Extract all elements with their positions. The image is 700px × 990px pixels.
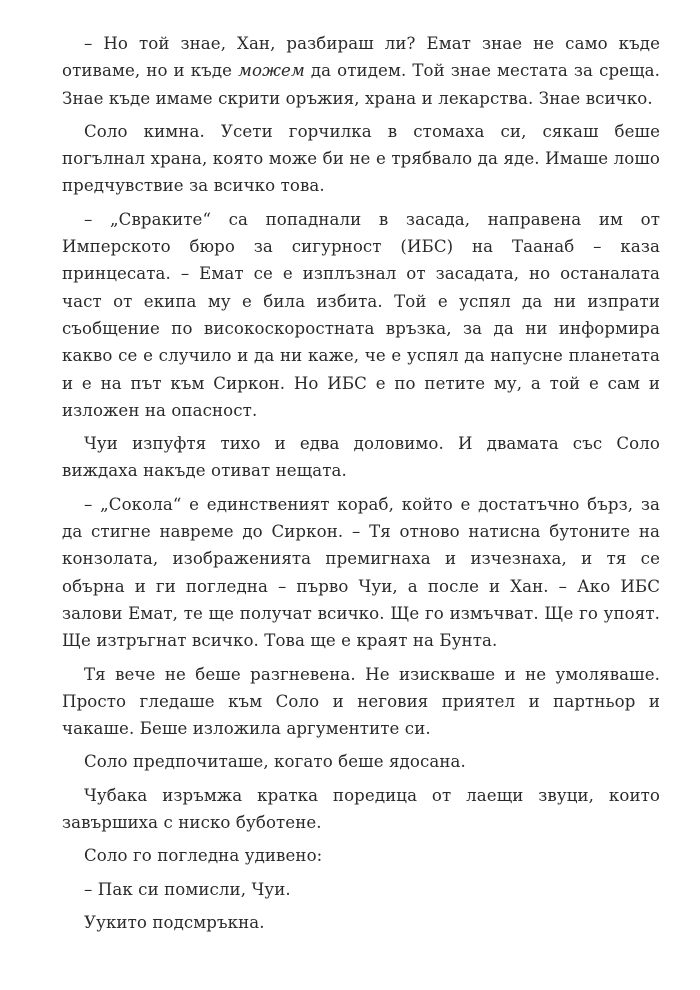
emphasized-word: можем <box>238 61 305 81</box>
paragraph: Чубака изръмжа кратка поредица от лаещи звуци, които завършиха с ниско буботене. <box>62 785 660 833</box>
paragraph: Соло кимна. Усети горчилка в стомаха си, сякаш беше погълнал храна, която може би не е трябвало да яде. Имаше лошо предчувствие за всичко това. <box>62 121 660 196</box>
paragraph: Соло го погледна удивено: <box>84 846 323 866</box>
book-page <box>62 30 660 942</box>
paragraph: Уукито подсмръкна. <box>84 912 265 932</box>
paragraph: – „Свраките“ са попаднали в засада, направена им от Имперското бюро за сигурност (ИБС) на Таанаб – каза принцесата. – Емат се е изплъзнал от засадата, но останалата част от екипа му е била избита. Той е успял да ни изпрати съобщение по високоскоростната връзка, за да ни информира какво се е случило и да ни каже, че е успял да напусне планетата и е на път към Сиркон. Но ИБС е по петите му, а той е сам и изложен на опасност. <box>62 209 660 420</box>
paragraph <box>62 30 660 112</box>
paragraph-text: да отидем. Той знае местата за среща. Знае къде имаме скрити оръжия, храна и лекарства. Знае всичко. <box>62 61 660 108</box>
paragraph: – Пак си помисли, Чуи. <box>84 879 291 899</box>
paragraph: – „Сокола“ е единственият кораб, който е достатъчно бърз, за да стигне навреме до Сиркон. – Тя отново натисна бутоните на конзолата, изображенията премигнаха и изчезнаха, и тя се обърна и ги погледна – първо Чуи, а после и Хан. – Ако ИБС залови Емат, те ще получат всичко. Ще го измъчват. Ще го упоят. Ще изтръгнат всичко. Това ще е краят на Бунта. <box>62 494 660 651</box>
paragraph: Соло предпочиташе, когато беше ядосана. <box>84 752 466 772</box>
paragraph-text: – Но той знае, Хан, разбираш ли? Емат знае не само къде отиваме, но и къде <box>62 34 660 81</box>
paragraph: Тя вече не беше разгневена. Не изискваше и не умоляваше. Просто гледаше към Соло и неговия приятел и партньор и чакаше. Беше изложила аргументите си. <box>62 664 660 739</box>
paragraph: Чуи изпуфтя тихо и едва доловимо. И двамата със Соло виждаха накъде отиват нещата. <box>62 434 660 481</box>
